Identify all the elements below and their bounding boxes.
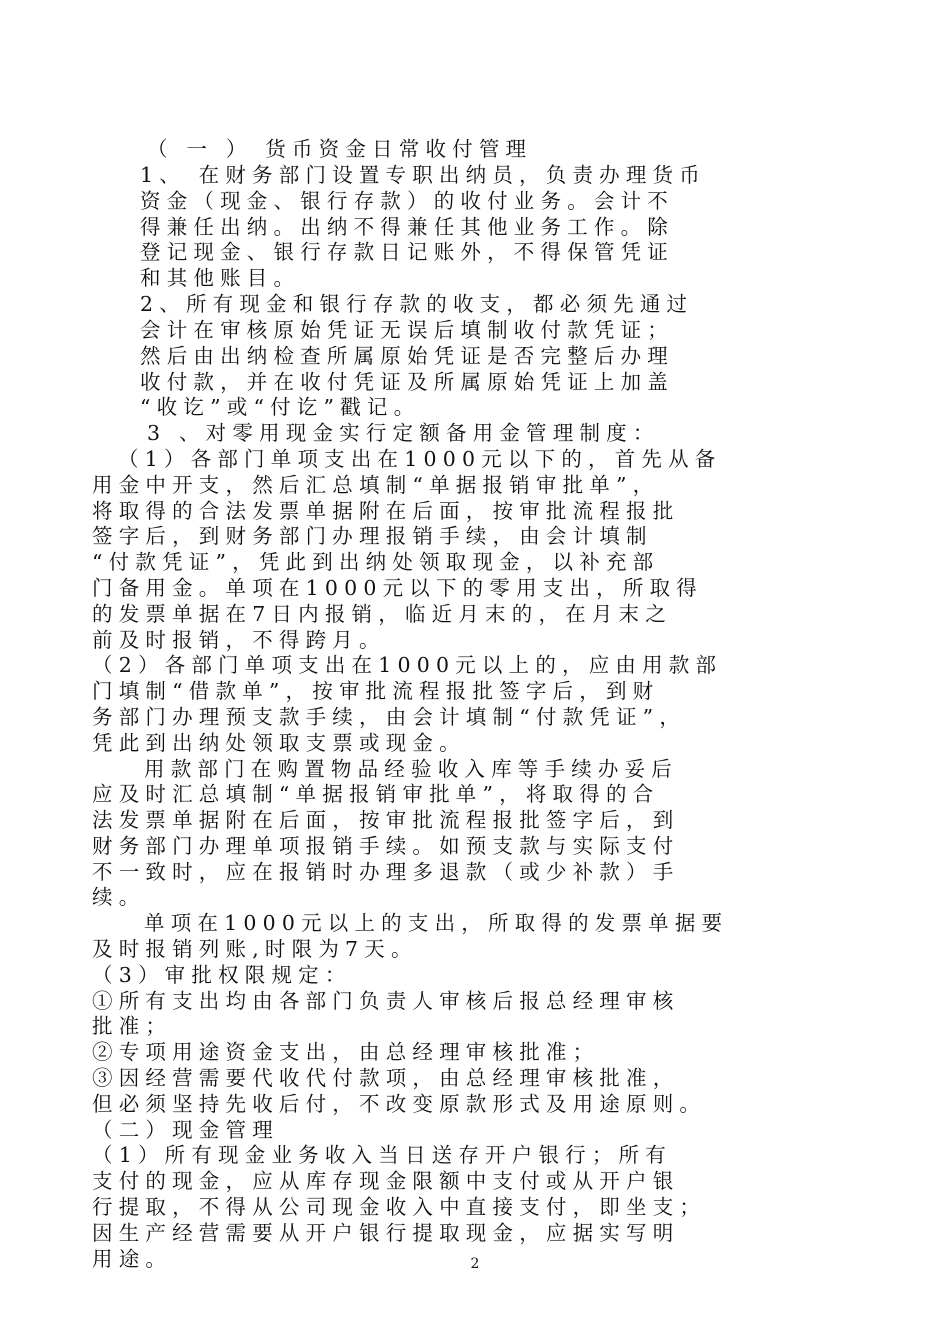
paragraph-line: 用金中开支，然后汇总填制“单据报销审批单”，: [92, 473, 660, 497]
paragraph-line: 财务部门办理单项报销手续。如预支款与实际支付: [92, 834, 680, 858]
paragraph-line: “付款凭证”，凭此到出纳处领取现金，以补充部: [92, 550, 660, 574]
paragraph-line: 资金（现金、银行存款）的收付业务。会计不: [140, 189, 674, 213]
list-item: ③因经营需要代收代付款项，由总经理审核批准，: [92, 1066, 680, 1090]
paragraph-line: 2、所有现金和银行存款的收支，都必须先通过: [140, 292, 694, 316]
list-item: ①所有支出均由各部门负责人审核后报总经理审核: [92, 989, 680, 1013]
paragraph-line: （1）各部门单项支出在1000元以下的，首先从备: [118, 447, 722, 471]
paragraph-line: 凭此到出纳处领取支票或现金。: [92, 731, 466, 755]
paragraph-line: 应及时汇总填制“单据报销审批单”，将取得的合: [92, 782, 660, 806]
paragraph-line: 签字后，到财务部门办理报销手续，由会计填制: [92, 524, 653, 548]
section-heading-daily-cash: （ 一 ） 货币资金日常收付管理: [147, 137, 533, 161]
paragraph-line: 和其他账目。: [140, 266, 301, 290]
list-item: ②专项用途资金支出，由总经理审核批准；: [92, 1040, 600, 1064]
paragraph-line: 单项在1000元以上的支出，所取得的发票单据要: [144, 911, 729, 935]
paragraph-line: 及时报销列账,时限为7天。: [92, 937, 418, 961]
list-item: 但必须坚持先收后付，不改变原款形式及用途原则。: [92, 1092, 707, 1116]
paragraph-line: 然后由出纳检查所属原始凭证是否完整后办理: [140, 344, 674, 368]
list-item: 批准；: [92, 1014, 173, 1038]
paragraph-line: 门备用金。单项在1000元以下的零用支出，所取得: [92, 576, 703, 600]
paragraph-line: 的发票单据在7日内报销，临近月末的，在月末之: [92, 602, 672, 626]
section-heading-cash-management: （二）现金管理: [92, 1118, 279, 1142]
paragraph-line: 登记现金、银行存款日记账外，不得保管凭证: [140, 240, 674, 264]
paragraph-line: 因生产经营需要从开户银行提取现金，应据实写明: [92, 1221, 680, 1245]
subsection-heading-petty-cash: 3 、对零用现金实行定额备用金管理制度：: [147, 421, 660, 445]
paragraph-line: 门填制“借款单”，按审批流程报批签字后，到财: [92, 679, 660, 703]
page-number: 2: [470, 1256, 480, 1272]
paragraph-line: 1、 在财务部门设置专职出纳员，负责办理货币: [140, 163, 706, 187]
paragraph-line: 行提取，不得从公司现金收入中直接支付，即坐支；: [92, 1195, 707, 1219]
paragraph-line: 续。: [92, 885, 146, 909]
paragraph-line: 支付的现金，应从库存现金限额中支付或从开户银: [92, 1169, 680, 1193]
paragraph-line: 法发票单据附在后面，按审批流程报批签字后，到: [92, 808, 680, 832]
paragraph-line: （2）各部门单项支出在1000元以上的，应由用款部: [92, 653, 723, 677]
paragraph-line: 用款部门在购置物品经验收入库等手续办妥后: [144, 757, 678, 781]
paragraph-line: 得兼任出纳。出纳不得兼任其他业务工作。除: [140, 215, 674, 239]
paragraph-line: 将取得的合法发票单据附在后面，按审批流程报批: [92, 499, 680, 523]
paragraph-line: 收付款，并在收付凭证及所属原始凭证上加盖: [140, 370, 674, 394]
subsection-heading-approval-authority: （3）审批权限规定：: [92, 963, 352, 987]
paragraph-line: 前及时报销，不得跨月。: [92, 628, 386, 652]
paragraph-line: 用途。: [92, 1247, 173, 1271]
paragraph-line: （1）所有现金业务收入当日送存开户银行；所有: [92, 1143, 672, 1167]
paragraph-line: 务部门办理预支款手续，由会计填制“付款凭证”，: [92, 705, 687, 729]
paragraph-line: 会计在审核原始凭证无误后填制收付款凭证；: [140, 318, 674, 342]
paragraph-line: 不一致时，应在报销时办理多退款（或少补款）手: [92, 860, 680, 884]
paragraph-line: “收讫”或“付讫”戳记。: [140, 395, 421, 419]
